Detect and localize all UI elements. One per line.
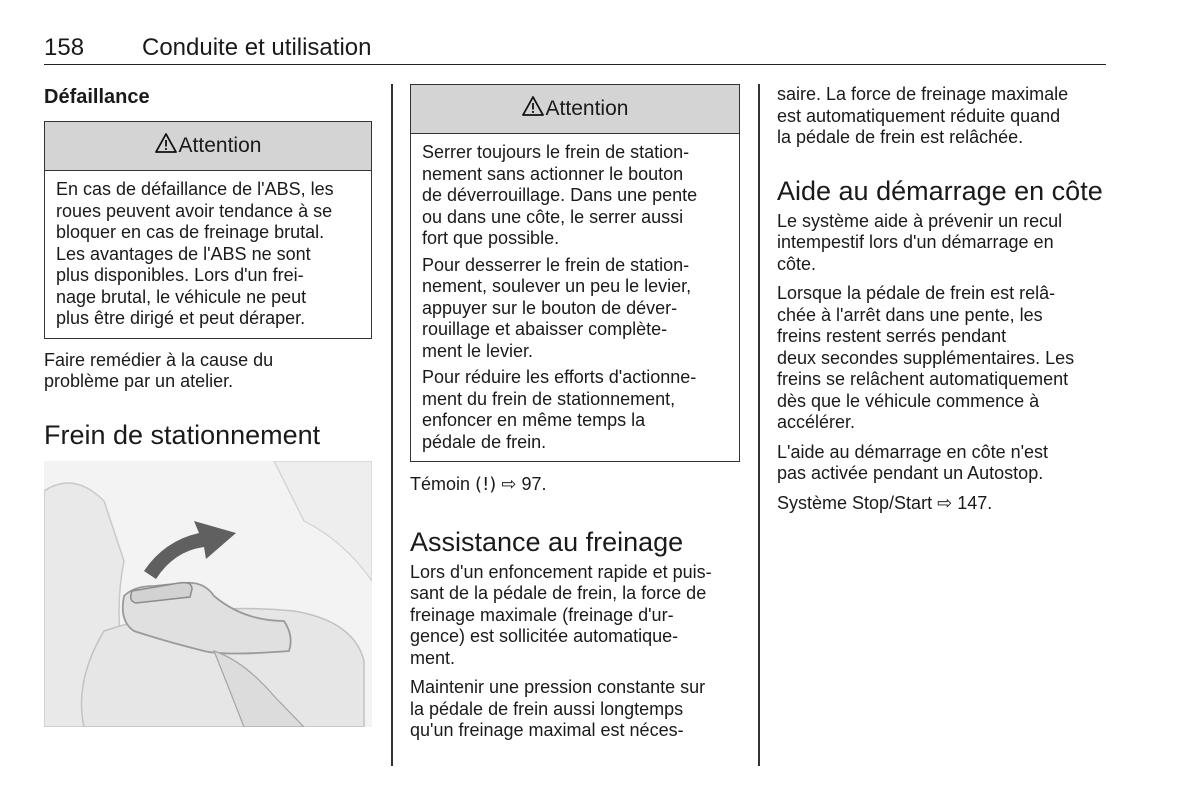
- warning-triangle-icon: [155, 133, 177, 159]
- column-divider: [758, 84, 760, 766]
- paragraph: saire. La force de freinage maximale est automatiquement réduite quand la pédale de frein est relâchée.: [777, 84, 1069, 147]
- page-reference-arrow-icon: ⇨: [501, 474, 517, 495]
- subheading-defaillance: Défaillance: [44, 86, 150, 108]
- section-title-frein: Frein de stationnement: [44, 419, 321, 450]
- section-title-assistance: Assistance au freinage: [410, 526, 684, 557]
- page-header: [44, 34, 1106, 65]
- warning-box: [44, 121, 372, 339]
- warning-text: En cas de défaillance de l'ABS, les roues peuvent avoir tendance à se bloquer en cas de freinage brutal. Les avantages de l'ABS ne sont plus disponibles. Lors d'un frei- nage brutal, le véhicule ne peut plus être dirigé et peut déraper.: [56, 179, 334, 328]
- warning-header: [411, 85, 739, 134]
- stop-start-reference: Système Stop/Start ⇨ 147.: [777, 492, 993, 514]
- paragraph: L'aide au démarrage en côte n'est pas activée pendant un Autostop.: [777, 441, 1049, 483]
- warning-title: Attention: [545, 97, 629, 120]
- paragraph: Maintenir une pression constante sur la pédale de frein aussi longtemps qu'un freinage maximal est néces-: [410, 677, 706, 740]
- paragraph: Lorsque la pédale de frein est relâ- chée à l'arrêt dans une pente, les freins restent serrés pendant deux secondes supplémentaires. Les freins se relâchent automatiquement dès que le véhicule commence à accélérer.: [777, 283, 1075, 432]
- warning-paragraph: Serrer toujours le frein de station- nement sans actionner le bouton de déverrouillage. Dans une pente ou dans une côte, le serrer aussi fort que possible.: [422, 142, 698, 248]
- warning-body: [411, 134, 739, 461]
- paragraph: Lors d'un enfoncement rapide et puis- sant de la pédale de frein, la force de freinage maximale (freinage d'ur- gence) est sollicitée automatique- ment.: [410, 561, 712, 668]
- warning-title: Attention: [178, 134, 262, 157]
- column-middle: [410, 84, 740, 750]
- column-left: [44, 84, 372, 727]
- page-number: 158: [44, 34, 85, 61]
- warning-triangle-icon: [522, 96, 544, 122]
- warning-body: [45, 171, 371, 338]
- column-right: [777, 84, 1107, 522]
- page-reference-arrow-icon: ⇨: [937, 492, 953, 514]
- paragraph: Le système aide à prévenir un recul intempestif lors d'un démarrage en côte.: [777, 210, 1063, 274]
- paragraph: Faire remédier à la cause du problème par un atelier.: [44, 349, 274, 391]
- warning-paragraph: Pour réduire les efforts d'actionne- ment du frein de stationnement, enfoncer en même temps la pédale de frein.: [422, 367, 697, 452]
- section-title-aide-demarrage: Aide au démarrage en côte: [777, 175, 1103, 206]
- warning-box: [410, 84, 740, 462]
- temoin-reference: Témoin (!) ⇨ 97.: [410, 474, 547, 495]
- warning-paragraph: Pour desserrer le frein de station- nement, soulever un peu le levier, appuyer sur le bouton de déver- rouillage et abaisser complète- ment le levier.: [422, 254, 692, 361]
- chapter-title: Conduite et utilisation: [142, 34, 372, 61]
- parking-brake-lever-illustration: [44, 461, 372, 727]
- column-divider: [391, 84, 393, 766]
- brake-warning-icon: (!): [475, 474, 497, 495]
- warning-header: [45, 122, 371, 171]
